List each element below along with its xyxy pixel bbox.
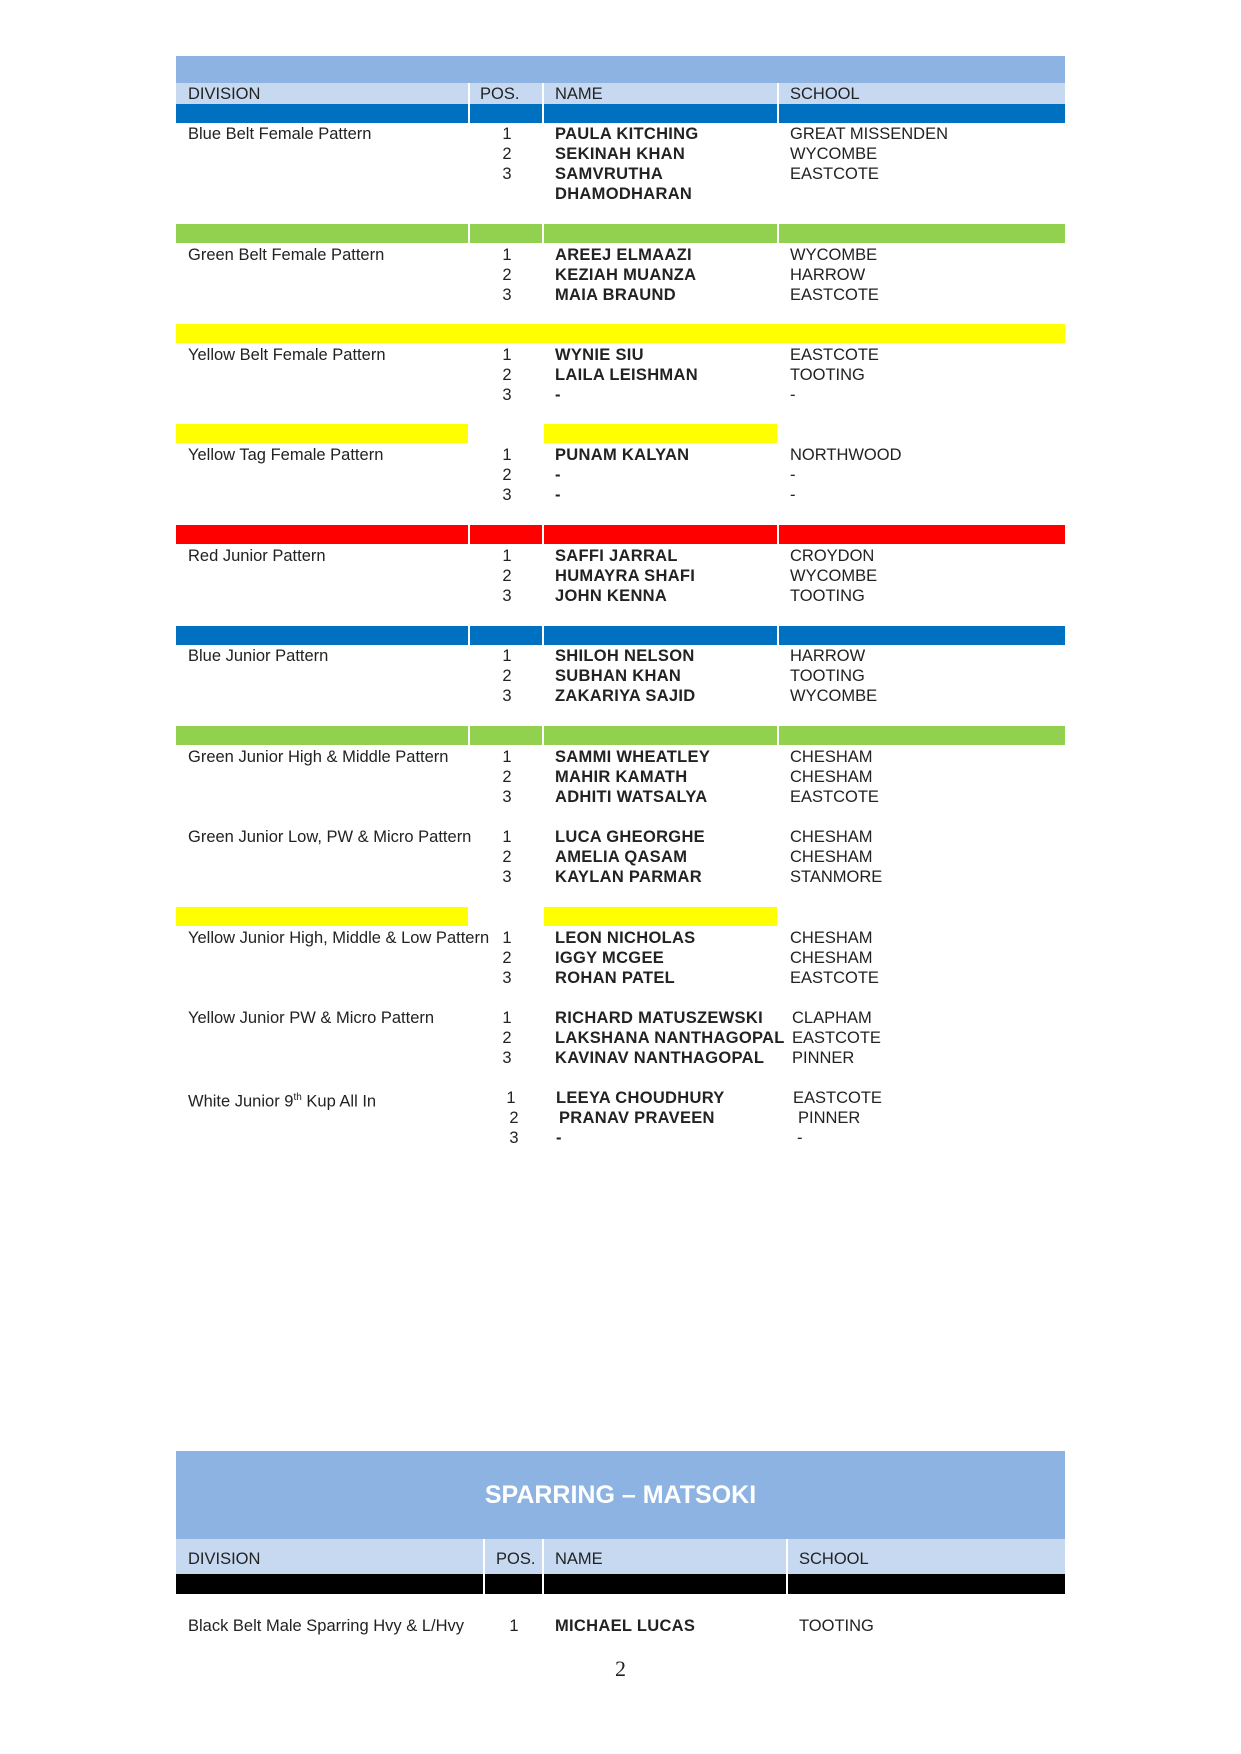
blue-junior-bar [176,626,1065,645]
position-list: 1 2 3 [502,246,512,304]
school-list: CROYDON WYCOMBE TOOTING [790,547,878,605]
school-list: EASTCOTE TOOTING - [790,346,879,404]
name-list: LEEYA CHOUDHURY PRANAV PRAVEEN - [556,1089,725,1147]
division-label: Yellow Junior PW & Micro Pattern [188,1009,435,1027]
table-header-row [176,83,1065,104]
green-junior-bar [176,726,1065,745]
name-list: LUCA GHEORGHE AMELIA QASAM KAYLAN PARMAR [555,828,705,886]
division-label: Green Junior Low, PW & Micro Pattern [188,828,472,846]
sparring-header-pos: POS. [496,1550,536,1568]
green-category-bar [176,224,1065,243]
sparring-name: MICHAEL LUCAS [555,1617,696,1635]
position-list: 1 2 3 [502,1009,512,1067]
sparring-title: SPARRING – MATSOKI [484,1481,757,1509]
position-list: 1 2 3 [502,647,512,705]
name-list: AREEJ ELMAAZI KEZIAH MUANZA MAIA BRAUND [555,246,697,304]
position-list: 1 2 3 [502,547,512,605]
black-category-bar [176,1574,1065,1594]
school-list: GREAT MISSENDEN WYCOMBE EASTCOTE [790,125,948,183]
school-list: CLAPHAM EASTCOTE PINNER [792,1009,881,1067]
sparring-header-school: SCHOOL [799,1550,869,1568]
header-division: DIVISION [188,85,261,103]
name-list: WYNIE SIU LAILA LEISHMAN - [555,346,698,404]
position-list: 1 2 3 [502,929,512,987]
yellow-category-bar [176,324,1065,343]
name-list: SAFFI JARRAL HUMAYRA SHAFI JOHN KENNA [555,547,696,605]
school-list: CHESHAM CHESHAM EASTCOTE [790,748,879,806]
header-school: SCHOOL [790,85,860,103]
sparring-header-row [176,1539,1065,1574]
name-list: PUNAM KALYAN - - [555,446,690,504]
red-category-bar [176,525,1065,544]
division-label: Blue Belt Female Pattern [188,125,372,143]
school-list: WYCOMBE HARROW EASTCOTE [790,246,879,304]
division-label: Yellow Tag Female Pattern [188,446,384,464]
school-list: EASTCOTE PINNER - [793,1089,882,1147]
header-name: NAME [555,85,603,103]
yellow-tag-bar-left [176,424,468,443]
school-list: HARROW TOOTING WYCOMBE [790,647,878,705]
division-label: Green Junior High & Middle Pattern [188,748,449,766]
sparring-header-name: NAME [555,1550,603,1568]
position-list: 1 2 3 [502,828,512,886]
division-label: Yellow Junior High, Middle & Low Pattern [188,929,490,947]
position-list: 1 2 3 [506,1089,519,1147]
header-pos: POS. [480,85,520,103]
blue-category-bar [176,104,1065,123]
table-header-band [176,56,1065,83]
division-label: Red Junior Pattern [188,547,326,565]
division-label: White Junior 9th Kup All In [188,1092,377,1111]
name-list: SAMMI WHEATLEY MAHIR KAMATH ADHITI WATSALYA [555,748,711,806]
position-list: 1 2 3 [502,346,512,404]
sparring-header-division: DIVISION [188,1550,261,1568]
name-list: LEON NICHOLAS IGGY MCGEE ROHAN PATEL [555,929,696,987]
sparring-school: TOOTING [799,1617,874,1635]
position-list: 1 2 3 [502,446,512,504]
position-list: 1 2 3 [502,748,512,806]
sparring-position: 1 [509,1617,519,1635]
division-label: Yellow Belt Female Pattern [188,346,386,364]
division-label: Green Belt Female Pattern [188,246,385,264]
name-list: PAULA KITCHING SEKINAH KHAN SAMVRUTHA DHAMODHARAN [555,125,699,203]
yellow-tag-bar-mid [544,424,777,443]
school-list: CHESHAM CHESHAM EASTCOTE [790,929,879,987]
school-list: NORTHWOOD - - [790,446,902,504]
yellow-junior-bar-left [176,907,468,926]
yellow-junior-bar-mid [544,907,777,926]
school-list: CHESHAM CHESHAM STANMORE [790,828,883,886]
position-list: 1 2 3 [502,125,512,183]
division-label: Blue Junior Pattern [188,647,329,665]
name-list: RICHARD MATUSZEWSKI LAKSHANA NANTHAGOPAL KAVINAV NANTHAGOPAL [555,1009,785,1067]
sparring-division-label: Black Belt Male Sparring Hvy & L/Hvy [188,1617,465,1635]
name-list: SHILOH NELSON SUBHAN KHAN ZAKARIYA SAJID [555,647,696,705]
page-number: 2 [615,1656,626,1681]
